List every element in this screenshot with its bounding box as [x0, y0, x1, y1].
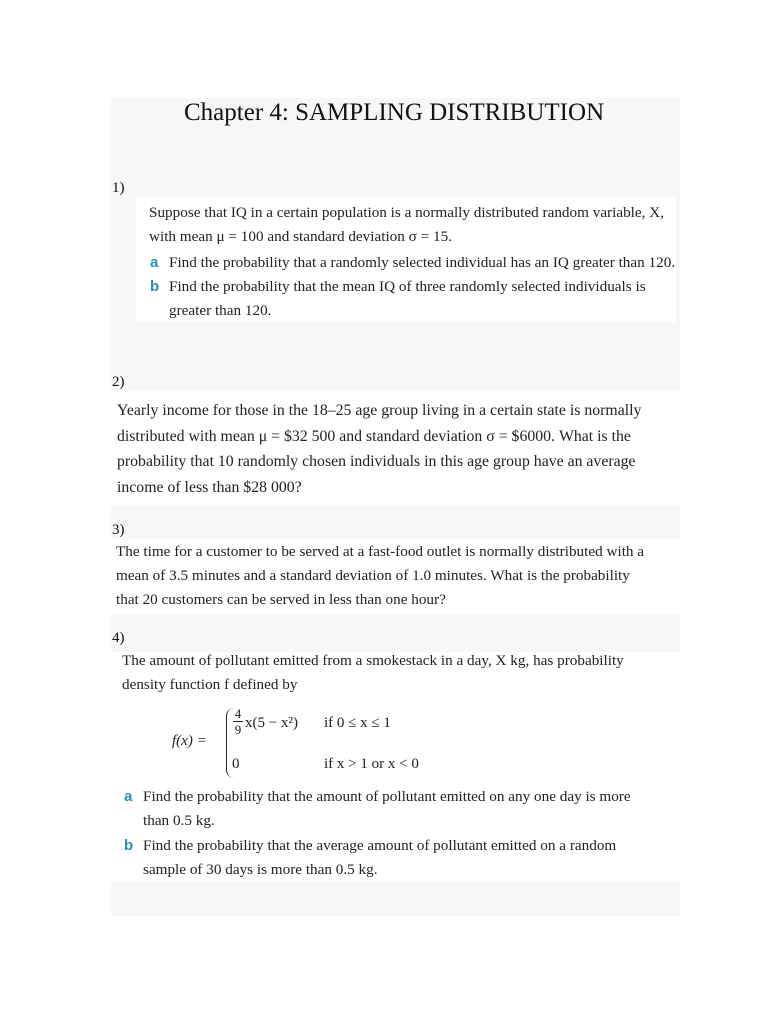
q4-case1-expression: x(5 − x²): [245, 715, 298, 731]
q1-part-b-label: b: [150, 278, 160, 295]
q2-line1: Yearly income for those in the 18–25 age group living in a certain state is normally: [117, 402, 642, 419]
q4-part-b-line2: sample of 30 days is more than 0.5 kg.: [143, 861, 378, 878]
q4-case2-expression: 0: [232, 756, 240, 772]
page-panel-q3: [111, 506, 680, 539]
q3-text: [116, 540, 716, 612]
q4-part-b-line1: Find the probability that the average amount of pollutant emitted on a random: [143, 837, 617, 854]
q4-part-a: [124, 785, 703, 833]
q2-line4: income of less than $28 000?: [117, 478, 302, 496]
q4-function-lhs: f(x) =: [172, 733, 207, 749]
q1-part-b-line1: Find the probability that the mean IQ of three randomly selected individuals is: [169, 278, 646, 295]
q4-case2-condition: if x > 1 or x < 0: [324, 756, 419, 772]
q1-intro-line2: with mean μ = 100 and standard deviation σ = 15.: [149, 228, 452, 245]
page-panel-bottom: [111, 882, 680, 916]
q4-number: 4): [112, 630, 125, 646]
q4-intro: [122, 649, 712, 697]
q2-number: 2): [112, 374, 125, 390]
q3-number: 3): [112, 522, 125, 538]
q1-part-b-line2: greater than 120.: [169, 302, 272, 319]
page-panel-q4: [111, 614, 680, 652]
q4-fraction-denominator: 9: [234, 722, 242, 737]
q1-intro: [149, 201, 709, 249]
page-title: Chapter 4: SAMPLING DISTRIBUTION: [184, 99, 605, 126]
q2-line2: distributed with mean μ = $32 500 and standard deviation σ = $6000. What is the: [117, 427, 631, 445]
q1-intro-line1: Suppose that IQ in a certain population is a normally distributed random variable, X,: [149, 204, 664, 221]
q4-part-a-line1: Find the probability that the amount of pollutant emitted on any one day is more: [143, 788, 631, 805]
q3-line2: mean of 3.5 minutes and a standard deviation of 1.0 minutes. What is the probability: [116, 567, 630, 584]
q4-fraction-numerator: 4: [234, 706, 242, 721]
q1-part-a-text: Find the probability that a randomly selected individual has an IQ greater than 120.: [169, 254, 676, 271]
q4-case1-condition: if 0 ≤ x ≤ 1: [324, 715, 391, 731]
q3-line3: that 20 customers can be served in less than one hour?: [116, 591, 446, 608]
q2-text: [117, 398, 717, 500]
q3-line1: The time for a customer to be served at a fast-food outlet is normally distributed with a: [116, 543, 645, 560]
q4-line1: The amount of pollutant emitted from a smokestack in a day, X kg, has probability: [122, 652, 624, 669]
q2-line3: probability that 10 randomly chosen individuals in this age group have an average: [117, 453, 636, 470]
q4-part-b: [124, 834, 703, 882]
q4-part-b-label: b: [124, 837, 134, 854]
q1-number: 1): [112, 180, 125, 196]
q4-line2: density function f defined by: [122, 676, 298, 693]
q1-part-b: [150, 275, 709, 323]
q4-part-a-label: a: [124, 788, 133, 805]
q1-part-a-label: a: [150, 254, 159, 271]
q4-fraction: [232, 706, 244, 737]
q1-part-a: [150, 251, 729, 275]
q4-part-a-line2: than 0.5 kg.: [143, 812, 215, 829]
